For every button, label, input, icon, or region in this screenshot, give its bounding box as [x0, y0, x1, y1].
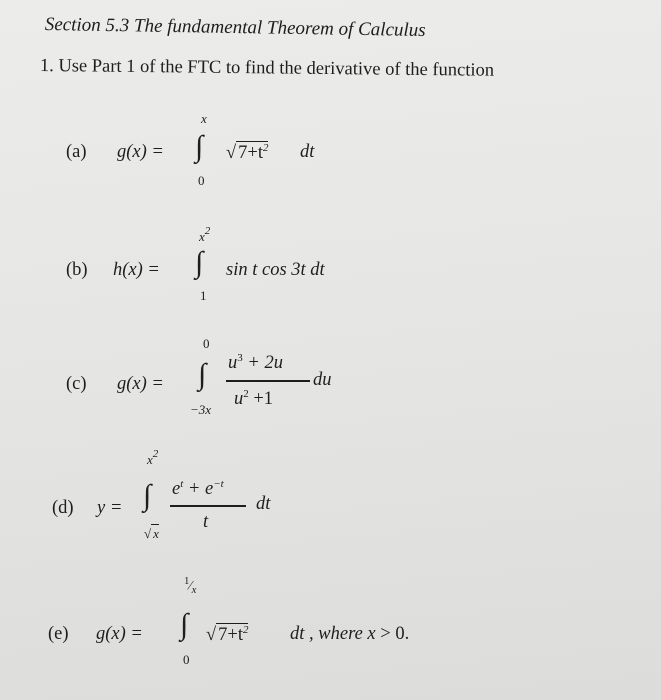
part-d-label: (d) — [52, 498, 74, 518]
section-title: Section 5.3 The fundamental Theorem of Calculus — [44, 14, 426, 41]
part-a-differential: dt — [300, 142, 315, 162]
question-text: 1. Use Part 1 of the FTC to find the derivative of the function — [39, 56, 495, 81]
fraction-bar — [170, 505, 246, 507]
part-c-lhs: g(x) = — [117, 374, 164, 394]
integral-sign: ∫ — [195, 130, 204, 163]
part-e-upper-limit: $^1⁄_x$ — [184, 575, 197, 596]
part-c-lower-limit: −3x — [190, 402, 212, 417]
part-c-upper-limit: 0 — [203, 336, 210, 351]
part-a-lhs: g(x) = — [117, 142, 164, 162]
part-a-label: (a) — [66, 142, 87, 162]
part-c-denominator: $u^2 +1$ — [234, 388, 274, 409]
integral-sign: ∫ — [195, 246, 204, 279]
fraction-bar — [226, 380, 310, 382]
part-d-denominator: t — [203, 512, 209, 532]
part-d-lower-limit: √ x — [144, 526, 159, 541]
part-c-numerator: $u^3 + 2u$ — [228, 352, 283, 373]
part-b-integrand: sin t cos 3t dt — [226, 260, 325, 280]
integral-sign: ∫ — [143, 479, 152, 512]
part-e-label: (e) — [48, 624, 69, 644]
part-e-tail: dt , where x > 0. — [290, 624, 410, 644]
part-d-numerator: $e^t + e^{-t}$ — [172, 478, 224, 499]
part-a-upper-limit: x — [201, 111, 207, 126]
integral-sign: ∫ — [180, 608, 189, 641]
part-d-differential: dt — [256, 494, 271, 514]
part-b-lower-limit: 1 — [200, 288, 207, 303]
part-a-integrand: √ $7+t^2$ — [226, 142, 269, 163]
part-d-lhs: y = — [97, 498, 123, 518]
part-c-label: (c) — [66, 374, 87, 394]
part-b-upper-limit: $x^2$ — [199, 225, 211, 244]
part-e-integrand: √ $7+t^2$ — [206, 624, 249, 645]
part-c-differential: du — [313, 370, 332, 390]
part-b-lhs: h(x) = — [113, 260, 160, 280]
integral-sign: ∫ — [198, 358, 207, 391]
part-b-label: (b) — [66, 260, 88, 280]
part-e-lower-limit: 0 — [183, 652, 190, 667]
part-d-upper-limit: $x^2$ — [147, 448, 159, 467]
part-a-lower-limit: 0 — [198, 173, 205, 188]
part-e-lhs: g(x) = — [96, 624, 143, 644]
